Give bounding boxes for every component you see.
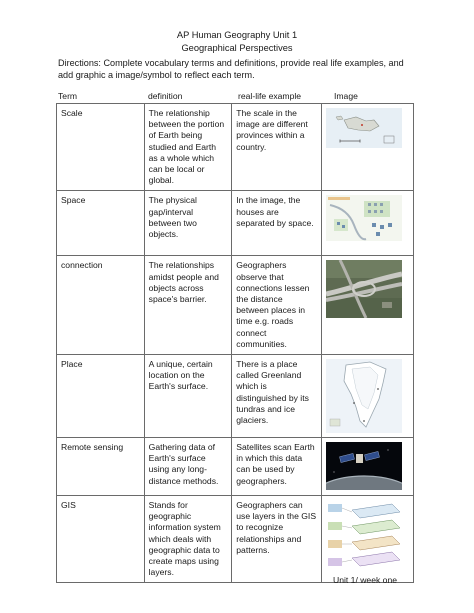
column-header-term: Term xyxy=(58,91,78,101)
map-island-icon xyxy=(326,108,402,148)
satellite-icon xyxy=(326,442,402,490)
document-title: AP Human Geography Unit 1 xyxy=(176,30,298,40)
neighborhood-map-icon xyxy=(326,195,402,241)
term-cell: Space xyxy=(57,191,145,256)
gis-layers-icon xyxy=(326,500,402,576)
table-row xyxy=(57,191,414,256)
directions-text: Directions: Complete vocabulary terms and definitions, provide real life examples, and add graphic a image/symbol to reflect each term. xyxy=(58,58,404,80)
vocabulary-table xyxy=(56,103,414,583)
definition-cell: Stands for geographic information system which deals with geographic data to create maps using layers. xyxy=(144,496,232,583)
column-header-definition: definition xyxy=(148,91,183,101)
example-cell: Satellites scan Earth in which this data can be used by geographers. xyxy=(232,438,322,496)
definition-cell: The relationship between the portion of Earth being studied and Earth as a whole which can be local or global. xyxy=(144,104,232,191)
term-cell: Remote sensing xyxy=(57,438,145,496)
term-cell: GIS xyxy=(57,496,145,583)
table-row xyxy=(57,496,414,583)
highway-aerial-icon xyxy=(326,260,402,318)
definition-cell: Gathering data of Earth's surface using any long-distance methods. xyxy=(144,438,232,496)
column-header-example: real-life example xyxy=(238,91,302,101)
term-cell: Scale xyxy=(57,104,145,191)
table-row xyxy=(57,438,414,496)
definition-cell: A unique, certain location on the Earth's surface. xyxy=(144,355,232,438)
column-header-image: Image xyxy=(334,91,358,101)
example-cell: Geographers observe that connections lessen the distance between places in time e.g. roads connect communities. xyxy=(232,256,322,355)
example-cell: The scale in the image are different provinces within a country. xyxy=(232,104,322,191)
table-row xyxy=(57,256,414,355)
greenland-map-icon xyxy=(326,359,402,433)
definition-cell: The relationships amidst people and objects across space's barrier. xyxy=(144,256,232,355)
definition-cell: The physical gap/interval between two objects. xyxy=(144,191,232,256)
page-footer: Unit 1/ week one xyxy=(333,575,398,585)
example-cell: Geographers can use layers in the GIS to recognize relationships and patterns. xyxy=(232,496,322,583)
term-cell: Place xyxy=(57,355,145,438)
table-row xyxy=(57,355,414,438)
document-subtitle: Geographical Perspectives xyxy=(181,43,293,53)
term-cell: connection xyxy=(57,256,145,355)
example-cell: There is a place called Greenland which is distinguished by its tundras and ice glaciers. xyxy=(232,355,322,438)
example-cell: In the image, the houses are separated by space. xyxy=(232,191,322,256)
table-row xyxy=(57,104,414,191)
